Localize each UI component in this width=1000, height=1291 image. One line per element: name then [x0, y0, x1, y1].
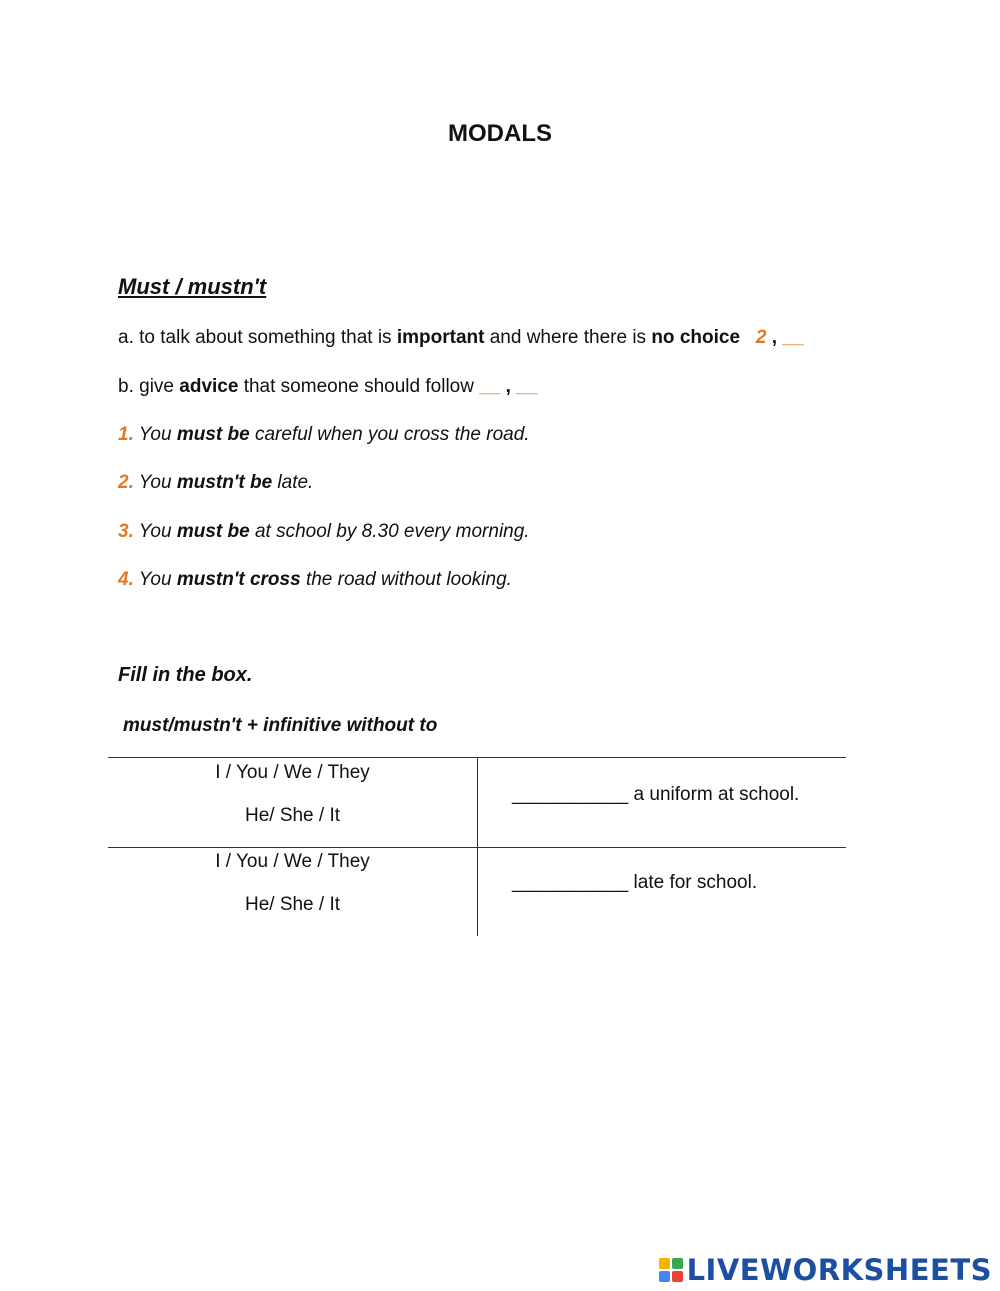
- use-text: and where there is: [484, 327, 652, 348]
- table-subject: He/ She / It: [244, 894, 341, 915]
- table-subject: He/ She / It: [244, 805, 341, 826]
- table-subject: I / You / We / They: [215, 851, 370, 872]
- answer-blank[interactable]: __: [516, 376, 538, 397]
- table-subject: I / You / We / They: [215, 762, 370, 783]
- use-text: a. to talk about something that is: [118, 327, 397, 348]
- sentence-rest: late for school.: [628, 872, 758, 893]
- example-text: You: [138, 569, 177, 590]
- logo-text: LIVEWORKSHEETS: [686, 1253, 992, 1287]
- example-number: 1.: [118, 424, 134, 445]
- example-text: the road without looking.: [300, 569, 512, 590]
- example-text: You: [138, 424, 177, 445]
- answer-blank[interactable]: __: [782, 327, 804, 348]
- example-text: late.: [272, 472, 314, 493]
- example-number: 3.: [118, 521, 134, 542]
- example-4: [118, 569, 512, 591]
- example-text: careful when you cross the road.: [249, 424, 530, 445]
- logo-blocks-icon: [659, 1258, 683, 1282]
- example-number: 4.: [118, 569, 134, 590]
- example-number: 2.: [118, 472, 134, 493]
- formula: must/mustn't + infinitive without to: [123, 715, 438, 736]
- page-title: MODALS: [448, 120, 552, 147]
- example-3: [118, 521, 530, 543]
- separator: ,: [505, 376, 511, 397]
- table-sentence: [512, 784, 799, 806]
- use-text: b. give: [118, 376, 180, 397]
- table-sentence: [512, 872, 757, 894]
- sentence-rest: a uniform at school.: [628, 784, 800, 805]
- section-heading: Must / mustn't: [118, 274, 267, 299]
- example-modal: mustn't cross: [176, 569, 301, 590]
- fill-blank[interactable]: ___________: [512, 784, 629, 805]
- answer-blank[interactable]: __: [479, 376, 501, 397]
- liveworksheets-logo: [659, 1253, 992, 1287]
- use-bold: advice: [179, 376, 239, 397]
- example-text: You: [138, 521, 177, 542]
- example-modal: must be: [176, 424, 250, 445]
- example-2: [118, 472, 313, 494]
- example-text: You: [138, 472, 177, 493]
- use-line-a: [118, 327, 803, 349]
- use-bold: no choice: [651, 327, 741, 348]
- example-modal: must be: [176, 521, 250, 542]
- example-1: [118, 424, 530, 446]
- fill-instruction: Fill in the box.: [118, 664, 253, 686]
- example-modal: mustn't be: [176, 472, 273, 493]
- table-column-divider: [477, 757, 478, 936]
- example-text: at school by 8.30 every morning.: [249, 521, 530, 542]
- use-text: that someone should follow: [238, 376, 480, 397]
- answer-blank[interactable]: 2: [755, 327, 767, 348]
- use-line-b: [118, 376, 537, 398]
- use-bold: important: [396, 327, 485, 348]
- fill-blank[interactable]: ___________: [512, 872, 629, 893]
- separator: ,: [771, 327, 777, 348]
